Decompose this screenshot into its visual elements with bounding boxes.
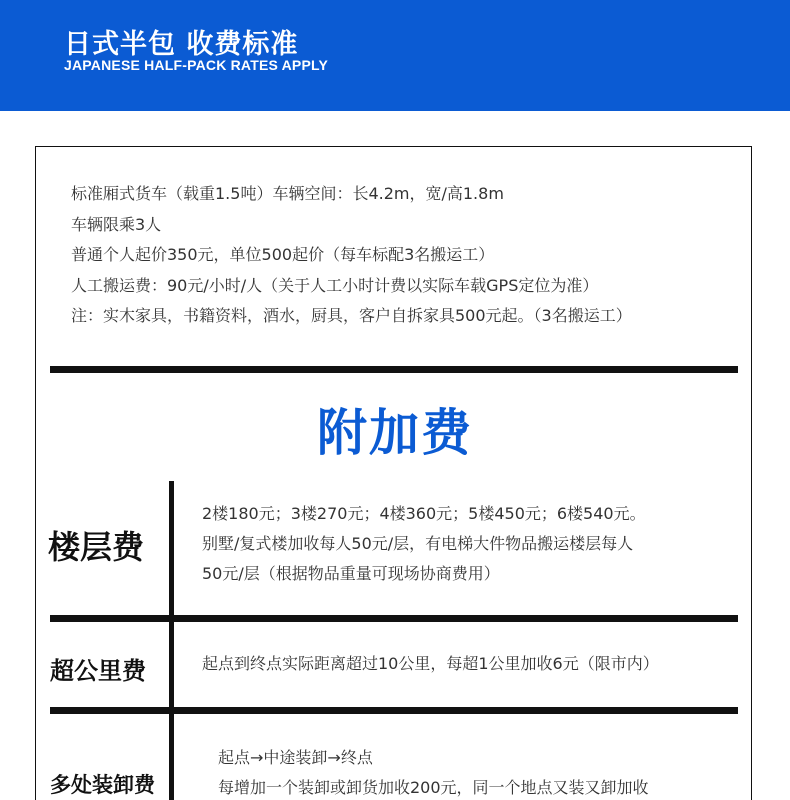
distance-fee-details xyxy=(202,649,659,679)
vehicle-info xyxy=(71,179,632,332)
distance-fee-line: 起点到终点实际距离超过10公里，每超1公里加收6元（限市内） xyxy=(202,654,659,673)
column-divider xyxy=(169,712,174,800)
vehicle-info-line: 标准厢式货车（载重1.5吨）车辆空间：长4.2m，宽/高1.8m xyxy=(71,184,504,203)
header-banner xyxy=(0,0,790,111)
page-subtitle: JAPANESE HALF-PACK RATES APPLY xyxy=(64,57,328,73)
page-title: 日式半包 收费标准 xyxy=(64,29,299,60)
multi-stop-fee-line: 起点→中途装卸→终点 xyxy=(218,748,373,767)
distance-fee-label: 超公里费 xyxy=(50,657,146,685)
surcharge-title: 附加费 xyxy=(317,404,473,462)
divider-bar xyxy=(50,615,738,622)
floor-fee-line: 2楼180元；3楼270元；4楼360元；5楼450元；6楼540元。 xyxy=(202,504,646,523)
multi-stop-fee-label: 多处装卸费 xyxy=(50,773,155,797)
vehicle-info-line: 普通个人起价350元，单位500起价（每车标配3名搬运工） xyxy=(71,245,495,264)
floor-fee-label: 楼层费 xyxy=(48,528,145,566)
multi-stop-fee-line: 每增加一个装卸或卸货加收200元，同一个地点又装又卸加收 xyxy=(218,778,649,797)
floor-fee-line: 50元/层（根据物品重量可现场协商费用） xyxy=(202,564,500,583)
vehicle-info-line: 注：实木家具，书籍资料，酒水，厨具，客户自拆家具500元起。（3名搬运工） xyxy=(71,306,632,325)
vehicle-info-line: 人工搬运费：90元/小时/人（关于人工小时计费以实际车载GPS定位为准） xyxy=(71,275,599,295)
multi-stop-fee-details xyxy=(218,743,649,800)
column-divider xyxy=(169,481,174,619)
floor-fee-details xyxy=(202,499,646,589)
column-divider xyxy=(169,620,174,710)
vehicle-info-line: 车辆限乘3人 xyxy=(71,214,162,234)
divider-bar xyxy=(50,366,738,373)
floor-fee-line: 别墅/复式楼加收每人50元/层，有电梯大件物品搬运楼层每人 xyxy=(202,534,634,553)
divider-bar xyxy=(50,707,738,714)
